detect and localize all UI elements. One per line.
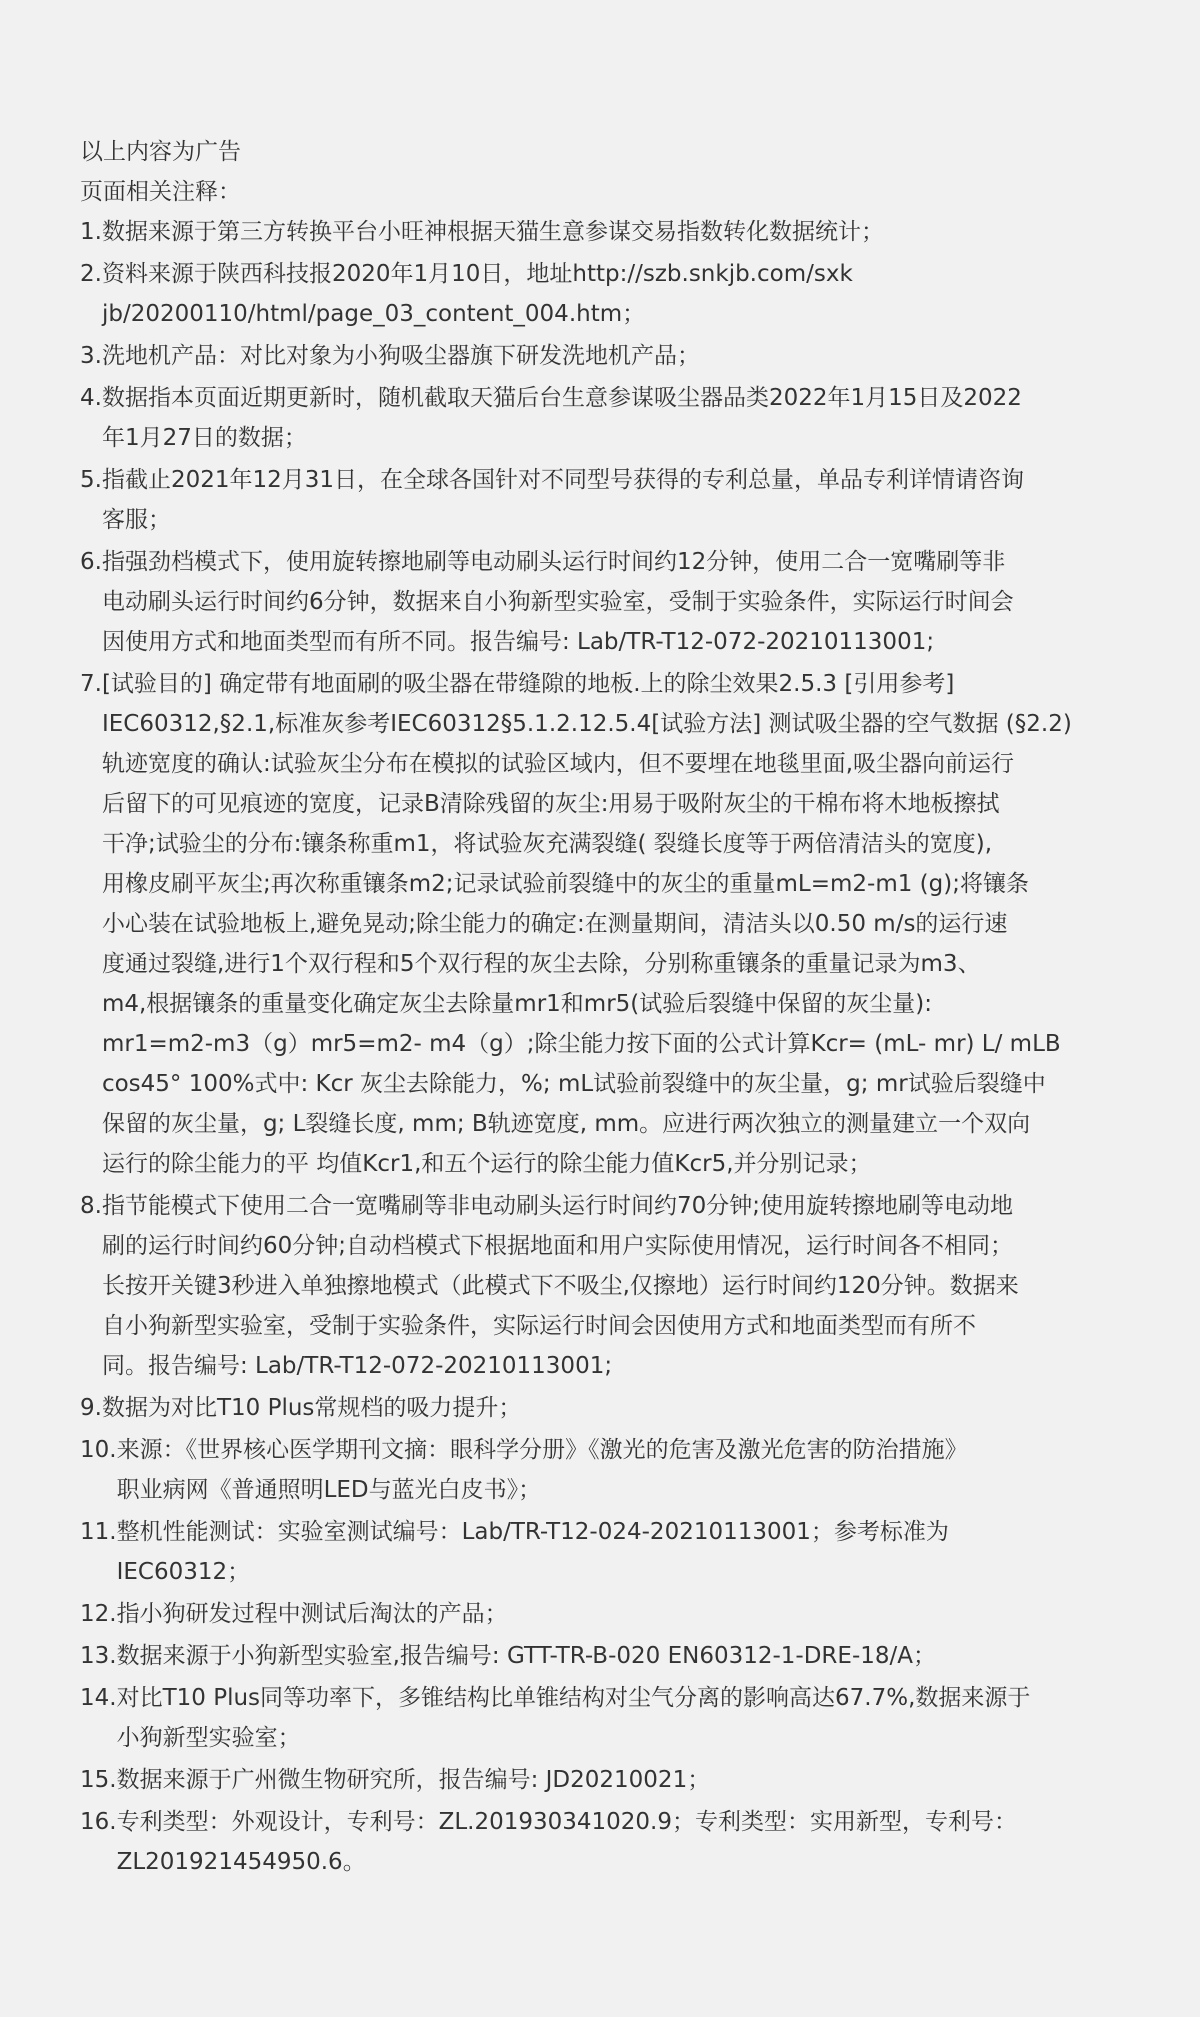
note-line: 度通过裂缝,进行1个双行程和5个双行程的灰尘去除，分别称重镶条的重量记录为m3、 — [101, 951, 981, 977]
note-line: 运行的除尘能力的平 均值Kcr1,和五个运行的除尘能力值Kcr5,并分别记录； — [101, 1151, 872, 1177]
note-line: 自小狗新型实验室，受制于实验条件，实际运行时间会因使用方式和地面类型而有所不 — [101, 1313, 976, 1339]
note-text — [102, 254, 1120, 334]
note-line: 指截止2021年12月31日，在全球各国针对不同型号获得的专利总量，单品专利详情请咨询 — [101, 467, 1025, 493]
note-line: 小狗新型实验室； — [116, 1725, 301, 1751]
note-line: 指小狗研发过程中测试后淘汰的产品； — [116, 1601, 508, 1627]
note-number: 14. — [80, 1685, 117, 1711]
note-item — [80, 1594, 1120, 1634]
note-number: 12. — [80, 1601, 117, 1627]
note-number: 8. — [80, 1193, 102, 1219]
note-item — [80, 1512, 1120, 1592]
note-number: 16. — [80, 1809, 117, 1835]
note-item — [80, 1430, 1120, 1510]
note-number: 7. — [80, 671, 102, 697]
note-text — [117, 1636, 1120, 1676]
note-line: 职业病网《普通照明LED与蓝光白皮书》； — [116, 1477, 542, 1503]
note-number: 1. — [80, 219, 102, 245]
note-item — [80, 378, 1120, 458]
note-item — [80, 1186, 1120, 1386]
note-text — [102, 1388, 1120, 1428]
note-line: IEC60312； — [116, 1559, 251, 1585]
note-item — [80, 336, 1120, 376]
note-text — [102, 212, 1120, 252]
note-number: 6. — [80, 549, 102, 575]
note-item — [80, 542, 1120, 662]
note-line: mr1=m2-m3（g）mr5=m2- m4（g）;除尘能力按下面的公式计算Kcr= (mL- mr) L/ mLB — [101, 1031, 1061, 1057]
note-number: 13. — [80, 1643, 117, 1669]
note-number: 2. — [80, 261, 102, 287]
note-number: 5. — [80, 467, 102, 493]
notes-title: 页面相关注释： — [80, 179, 241, 205]
note-line: 对比T10 Plus同等功率下，多锥结构比单锥结构对尘气分离的影响高达67.7%,数据来源于 — [116, 1685, 1031, 1711]
note-text — [117, 1678, 1120, 1758]
note-line: 因使用方式和地面类型而有所不同。报告编号: Lab/TR-T12-072-20210113001; — [101, 629, 935, 655]
note-line: 同。报告编号: Lab/TR-T12-072-20210113001; — [101, 1353, 613, 1379]
note-text — [117, 1430, 1120, 1510]
note-line: 小心装在试验地板上,避免晃动;除尘能力的确定:在测量期间，清洁头以0.50 m/s的运行速 — [101, 911, 1008, 937]
note-line: 用橡皮刷平灰尘;再次称重镶条m2;记录试验前裂缝中的灰尘的重量mL=m2-m1 (g);将镶条 — [101, 871, 1029, 897]
note-item — [80, 460, 1120, 540]
note-line: 指强劲档模式下，使用旋转擦地刷等电动刷头运行时间约12分钟，使用二合一宽嘴刷等非 — [101, 549, 1006, 575]
note-line: 指节能模式下使用二合一宽嘴刷等非电动刷头运行时间约70分钟;使用旋转擦地刷等电动地 — [101, 1193, 1013, 1219]
note-line: IEC60312,§2.1,标准灰参考IEC60312§5.1.2.12.5.4[试验方法] 测试吸尘器的空气数据 (§2.2) — [101, 711, 1072, 737]
note-text — [102, 1186, 1120, 1386]
note-number: 10. — [80, 1437, 117, 1463]
note-text — [117, 1802, 1120, 1882]
note-line: 整机性能测试：实验室测试编号：Lab/TR-T12-024-20210113001；参考标准为 — [116, 1519, 949, 1545]
note-text — [102, 460, 1120, 540]
ad-notice: 以上内容为广告 — [80, 139, 241, 165]
note-item — [80, 1802, 1120, 1882]
note-line: 资料来源于陕西科技报2020年1月10日，地址http://szb.snkjb.com/sxk — [101, 261, 853, 287]
note-number: 11. — [80, 1519, 117, 1545]
note-text — [117, 1760, 1120, 1800]
note-line: 轨迹宽度的确认:试验灰尘分布在模拟的试验区域内，但不要埋在地毯里面,吸尘器向前运行 — [101, 751, 1015, 777]
note-number: 9. — [80, 1395, 102, 1421]
note-line: 数据来源于广州微生物研究所，报告编号: JD20210021； — [116, 1767, 711, 1793]
note-line: 来源：《世界核心医学期刊文摘：眼科学分册》《激光的危害及激光危害的防治措施》 — [116, 1437, 968, 1463]
note-line: 数据为对比T10 Plus常规档的吸力提升； — [101, 1395, 522, 1421]
note-line: 长按开关键3秒进入单独擦地模式（此模式下不吸尘,仅擦地）运行时间约120分钟。数据来 — [101, 1273, 1019, 1299]
note-text — [117, 1594, 1120, 1634]
note-line: 后留下的可见痕迹的宽度，记录B清除残留的灰尘:用易于吸附灰尘的干棉布将木地板擦拭 — [101, 791, 1000, 817]
note-line: 客服； — [101, 507, 171, 533]
note-line: cos45° 100%式中: Kcr 灰尘去除能力，%; mL试验前裂缝中的灰尘量，g; mr试验后裂缝中 — [101, 1071, 1046, 1097]
note-text — [102, 336, 1120, 376]
note-line: 干净;试验尘的分布:镶条称重m1，将试验灰充满裂缝( 裂缝长度等于两倍清洁头的宽度), — [101, 831, 993, 857]
note-text — [102, 664, 1120, 1184]
notes-list — [80, 212, 1120, 1882]
note-item — [80, 254, 1120, 334]
note-line: m4,根据镶条的重量变化确定灰尘去除量mr1和mr5(试验后裂缝中保留的灰尘量): — [101, 991, 932, 1017]
note-line: 专利类型：外观设计，专利号：ZL.201930341020.9；专利类型：实用新型，专利号： — [116, 1809, 1018, 1835]
note-number: 15. — [80, 1767, 117, 1793]
note-line: 电动刷头运行时间约6分钟，数据来自小狗新型实验室，受制于实验条件，实际运行时间会 — [101, 589, 1014, 615]
note-line: ZL201921454950.6。 — [116, 1849, 366, 1875]
note-item — [80, 1760, 1120, 1800]
note-number: 4. — [80, 385, 102, 411]
note-line: jb/20200110/html/page_03_content_004.htm； — [101, 301, 646, 327]
note-line: 保留的灰尘量，g; L裂缝长度, mm; B轨迹宽度, mm。应进行两次独立的测量建立一个双向 — [101, 1111, 1031, 1137]
note-line: 刷的运行时间约60分钟;自动档模式下根据地面和用户实际使用情况，运行时间各不相同； — [101, 1233, 1013, 1259]
note-line: 洗地机产品：对比对象为小狗吸尘器旗下研发洗地机产品； — [101, 343, 700, 369]
note-line: [试验目的] 确定带有地面刷的吸尘器在带缝隙的地板.上的除尘效果2.5.3 [引用参考] — [101, 671, 955, 697]
note-text — [102, 542, 1120, 662]
note-line: 数据来源于第三方转换平台小旺神根据天猫生意参谋交易指数转化数据统计； — [101, 219, 884, 245]
note-text — [102, 378, 1120, 458]
note-line: 数据来源于小狗新型实验室,报告编号: GTT-TR-B-020 EN60312-1-DRE-18/A； — [116, 1643, 936, 1669]
note-line: 年1月27日的数据； — [101, 425, 307, 451]
note-text — [117, 1512, 1120, 1592]
note-item — [80, 1678, 1120, 1758]
note-number: 3. — [80, 343, 102, 369]
note-item — [80, 212, 1120, 252]
note-item — [80, 664, 1120, 1184]
note-item — [80, 1388, 1120, 1428]
note-line: 数据指本页面近期更新时，随机截取天猫后台生意参谋吸尘器品类2022年1月15日及2022 — [101, 385, 1022, 411]
note-item — [80, 1636, 1120, 1676]
